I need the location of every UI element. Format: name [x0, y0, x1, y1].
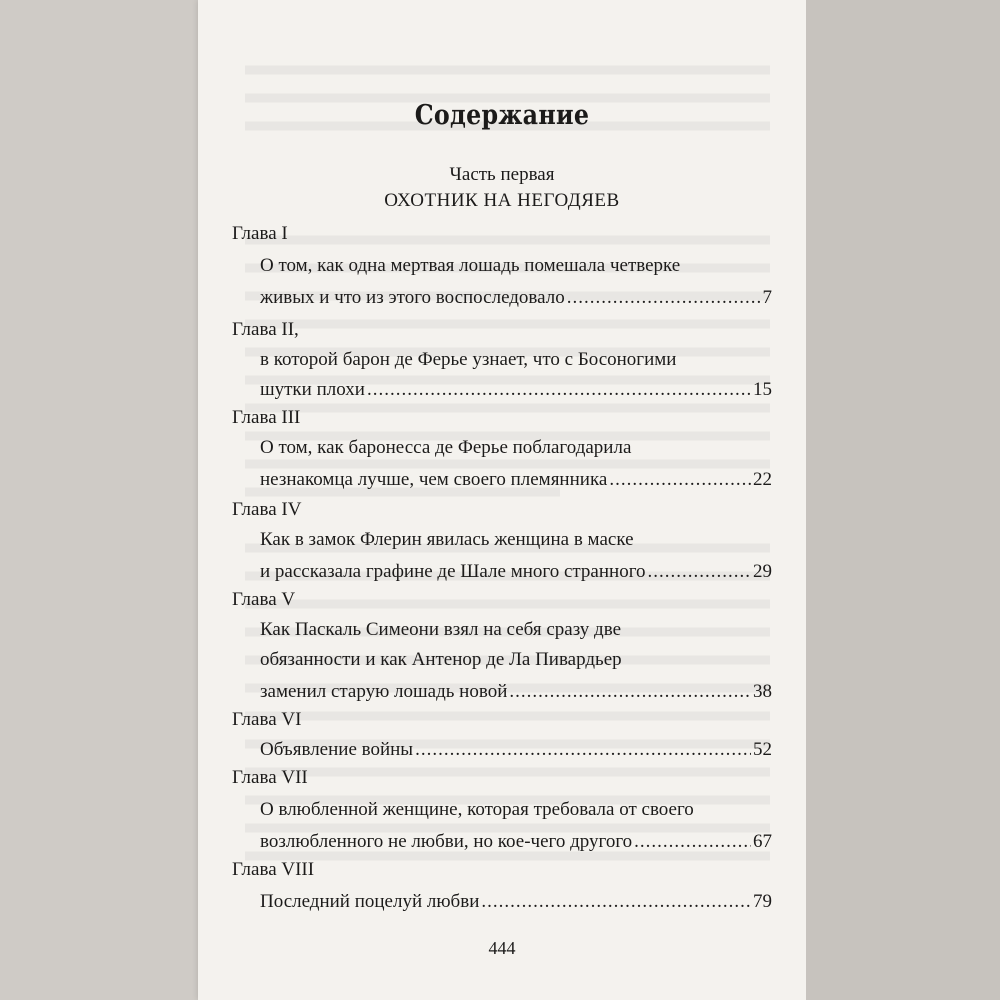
part-name: ОХОТНИК НА НЕГОДЯЕВ	[384, 190, 620, 211]
toc-entry[interactable]	[260, 830, 772, 854]
toc-entry[interactable]	[260, 560, 772, 584]
part-label: Часть первая	[449, 164, 555, 185]
chapter-description: заменил старую лошадь новой	[260, 681, 508, 702]
table-of-contents	[232, 0, 772, 1000]
page-title: Содержание	[414, 100, 590, 131]
page-ref: 22	[753, 469, 772, 490]
dot-leader	[415, 738, 751, 762]
page-ref: 52	[753, 739, 772, 760]
dot-leader	[648, 560, 751, 584]
chapter-heading: Глава I	[232, 223, 288, 244]
chapter-description: возлюбленного не любви, но кое-чего другого	[260, 831, 633, 852]
chapter-description: в которой барон де Ферье узнает, что с Босоногими	[260, 349, 677, 370]
toc-entry[interactable]	[260, 378, 772, 402]
chapter-description: и рассказала графине де Шале много странного	[260, 561, 646, 582]
toc-entry[interactable]	[260, 680, 772, 704]
toc-entry[interactable]	[260, 286, 772, 310]
chapter-description: Объявление войны	[260, 739, 414, 760]
dot-leader	[367, 378, 751, 402]
chapter-heading: Глава VI	[232, 709, 302, 730]
dot-leader	[609, 468, 751, 492]
page-ref: 15	[753, 379, 772, 400]
chapter-description: шутки плохи	[260, 379, 365, 400]
chapter-description: незнакомца лучше, чем своего племянника	[260, 469, 608, 490]
page-number: 444	[488, 938, 516, 958]
toc-entry[interactable]	[260, 468, 772, 492]
chapter-description: Как Паскаль Симеони взял на себя сразу две	[260, 619, 622, 640]
dot-leader	[509, 680, 751, 704]
chapter-description: О том, как баронесса де Ферье поблагодарила	[260, 437, 632, 458]
chapter-heading: Глава III	[232, 407, 301, 428]
chapter-heading: Глава II,	[232, 319, 299, 340]
page-ref: 67	[753, 831, 772, 852]
chapter-description: О том, как одна мертвая лошадь помешала четверке	[260, 255, 681, 276]
chapter-description: обязанности и как Антенор де Ла Пивардьер	[260, 649, 622, 670]
chapter-description: Как в замок Флерин явилась женщина в маске	[260, 529, 634, 550]
chapter-heading: Глава VII	[232, 767, 308, 788]
facing-page-edge	[806, 0, 1000, 1000]
toc-entry[interactable]	[260, 738, 772, 762]
page-ref: 29	[753, 561, 772, 582]
chapter-heading: Глава V	[232, 589, 296, 610]
toc-entry[interactable]	[260, 890, 772, 914]
page-ref: 79	[753, 891, 772, 912]
page-ref: 7	[762, 287, 772, 308]
chapter-heading: Глава VIII	[232, 859, 315, 880]
dot-leader	[481, 890, 751, 914]
chapter-description: живых и что из этого воспоследовало	[260, 287, 565, 308]
dot-leader	[567, 286, 761, 310]
chapter-description: О влюбленной женщине, которая требовала от своего	[260, 799, 694, 820]
page-ref: 38	[753, 681, 772, 702]
chapter-description: Последний поцелуй любви	[260, 891, 480, 912]
dot-leader	[634, 830, 751, 854]
chapter-heading: Глава IV	[232, 499, 302, 520]
